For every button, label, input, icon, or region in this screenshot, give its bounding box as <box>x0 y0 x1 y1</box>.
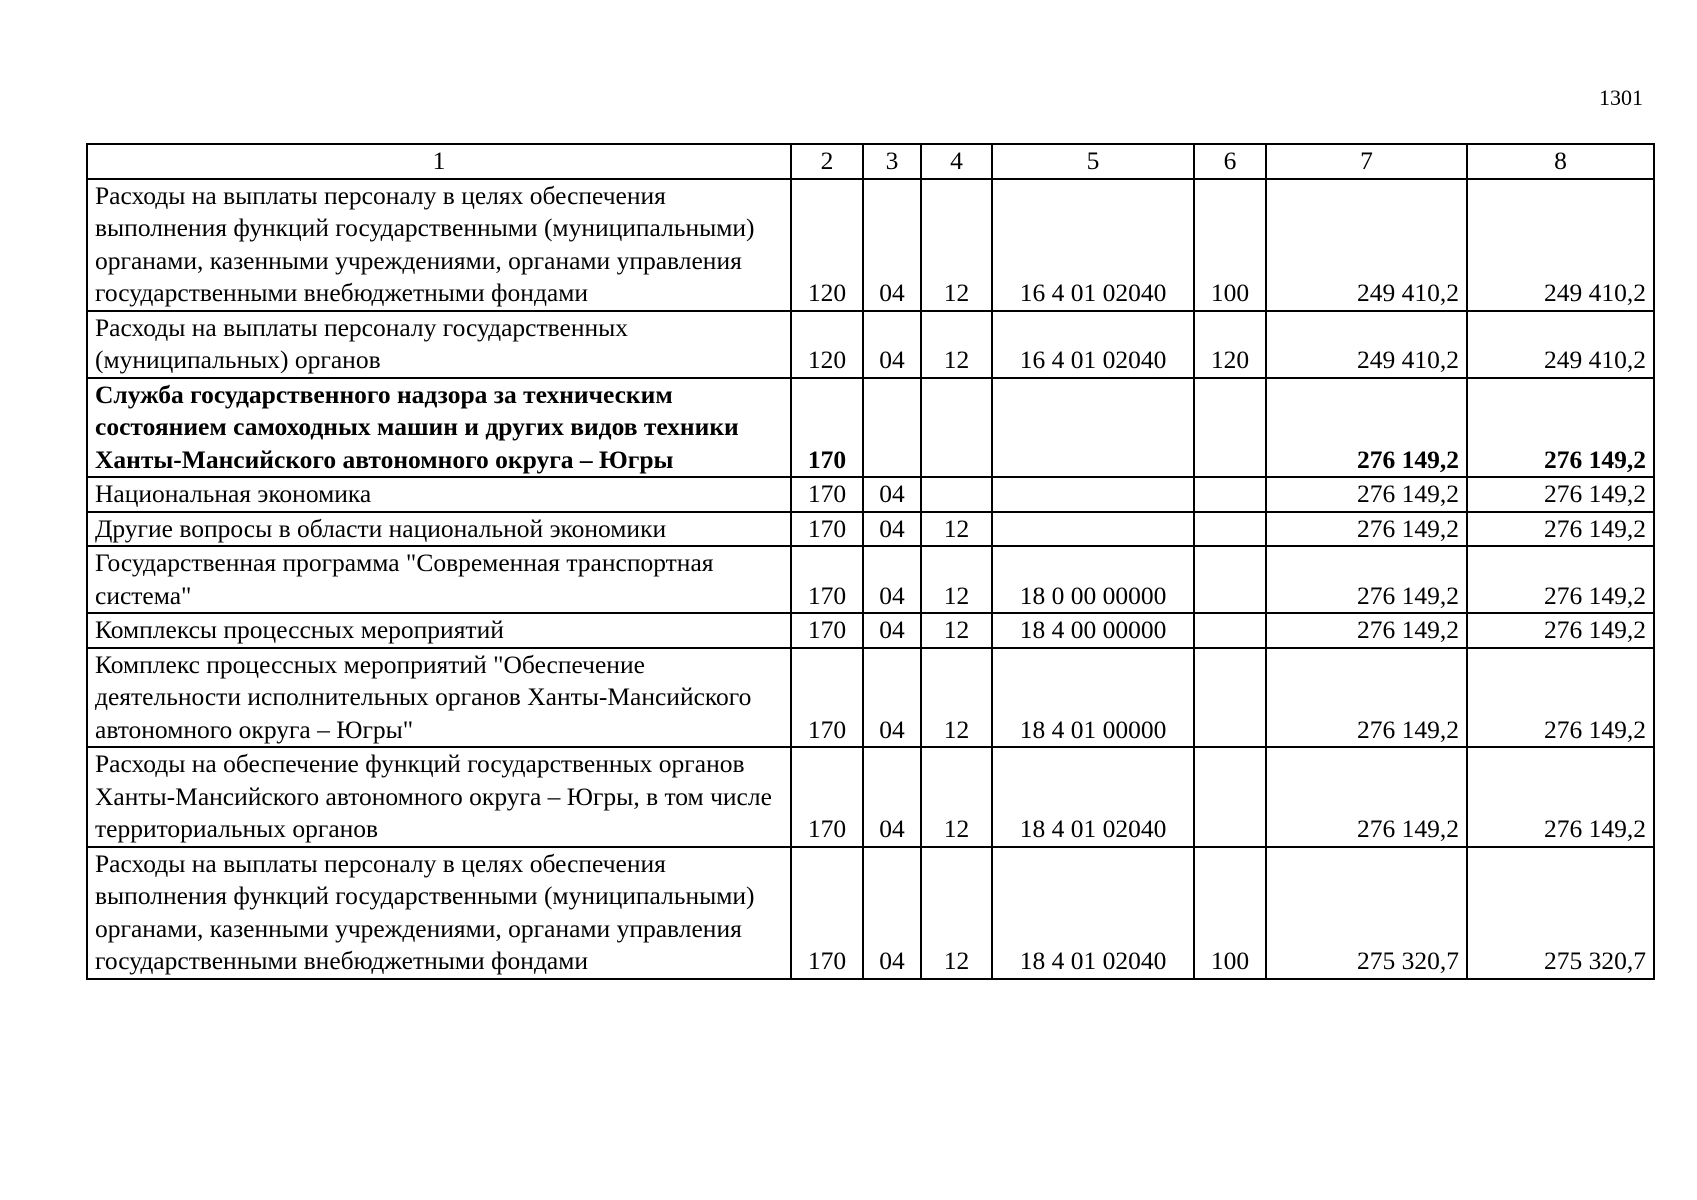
cell-subsection: 12 <box>921 311 992 378</box>
table-row <box>87 179 1654 311</box>
table-row <box>87 613 1654 648</box>
cell-expense-type <box>1194 477 1266 512</box>
cell-amount-7: 276 149,2 <box>1266 648 1467 748</box>
table-row <box>87 477 1654 512</box>
cell-target-item: 16 4 01 02040 <box>992 311 1194 378</box>
cell-code-admin: 170 <box>791 847 863 979</box>
row-name: Расходы на выплаты персоналу в целях обеспечения выполнения функций государственными (муниципальными) органами, казенными учреждениями, органами управления государственными внебюджетными фондами <box>87 847 791 979</box>
cell-expense-type: 100 <box>1194 179 1266 311</box>
cell-subsection: 12 <box>921 613 992 648</box>
cell-code-admin: 170 <box>791 747 863 847</box>
cell-amount-8: 276 149,2 <box>1467 613 1654 648</box>
cell-expense-type <box>1194 613 1266 648</box>
row-name: Другие вопросы в области национальной экономики <box>87 512 791 547</box>
cell-subsection: 12 <box>921 546 992 613</box>
header-cell: 3 <box>863 144 921 179</box>
cell-code-admin: 170 <box>791 613 863 648</box>
cell-code-admin: 170 <box>791 648 863 748</box>
cell-amount-7: 276 149,2 <box>1266 378 1467 478</box>
row-name: Национальная экономика <box>87 477 791 512</box>
row-name: Государственная программа "Современная транспортная система" <box>87 546 791 613</box>
table-row <box>87 847 1654 979</box>
cell-expense-type: 100 <box>1194 847 1266 979</box>
cell-amount-7: 276 149,2 <box>1266 613 1467 648</box>
cell-expense-type: 120 <box>1194 311 1266 378</box>
row-name: Расходы на выплаты персоналу государственных (муниципальных) органов <box>87 311 791 378</box>
cell-subsection <box>921 477 992 512</box>
cell-amount-7: 276 149,2 <box>1266 747 1467 847</box>
cell-section: 04 <box>863 311 921 378</box>
cell-code-admin: 120 <box>791 311 863 378</box>
cell-amount-7: 249 410,2 <box>1266 179 1467 311</box>
table-row-agency <box>87 378 1654 478</box>
cell-amount-8: 249 410,2 <box>1467 179 1654 311</box>
cell-target-item: 18 4 00 00000 <box>992 613 1194 648</box>
cell-amount-7: 276 149,2 <box>1266 512 1467 547</box>
header-cell: 5 <box>992 144 1194 179</box>
table-row <box>87 747 1654 847</box>
table-row <box>87 648 1654 748</box>
header-cell: 6 <box>1194 144 1266 179</box>
cell-amount-7: 276 149,2 <box>1266 477 1467 512</box>
cell-section: 04 <box>863 613 921 648</box>
cell-section: 04 <box>863 179 921 311</box>
cell-code-admin: 170 <box>791 546 863 613</box>
cell-target-item: 18 0 00 00000 <box>992 546 1194 613</box>
cell-amount-8: 276 149,2 <box>1467 648 1654 748</box>
cell-amount-8: 275 320,7 <box>1467 847 1654 979</box>
page-number: 1301 <box>1599 85 1643 110</box>
header-cell: 8 <box>1467 144 1654 179</box>
cell-expense-type <box>1194 747 1266 847</box>
cell-code-admin: 120 <box>791 179 863 311</box>
row-name: Служба государственного надзора за техническим состоянием самоходных машин и других видов техники Ханты-Мансийского автономного округа – Югры <box>87 378 791 478</box>
row-name: Комплекс процессных мероприятий "Обеспечение деятельности исполнительных органов Ханты-Мансийского автономного округа – Югры" <box>87 648 791 748</box>
cell-code-admin: 170 <box>791 512 863 547</box>
cell-section: 04 <box>863 546 921 613</box>
cell-subsection: 12 <box>921 179 992 311</box>
cell-amount-7: 249 410,2 <box>1266 311 1467 378</box>
cell-target-item <box>992 378 1194 478</box>
row-name: Комплексы процессных мероприятий <box>87 613 791 648</box>
header-cell: 1 <box>87 144 791 179</box>
header-cell: 4 <box>921 144 992 179</box>
cell-section: 04 <box>863 747 921 847</box>
header-cell: 7 <box>1266 144 1467 179</box>
cell-subsection: 12 <box>921 847 992 979</box>
cell-expense-type <box>1194 512 1266 547</box>
header-cell: 2 <box>791 144 863 179</box>
cell-amount-8: 276 149,2 <box>1467 546 1654 613</box>
cell-target-item: 18 4 01 02040 <box>992 747 1194 847</box>
cell-amount-7: 276 149,2 <box>1266 546 1467 613</box>
cell-section: 04 <box>863 648 921 748</box>
cell-subsection: 12 <box>921 747 992 847</box>
cell-expense-type <box>1194 378 1266 478</box>
cell-target-item <box>992 477 1194 512</box>
cell-amount-7: 275 320,7 <box>1266 847 1467 979</box>
cell-section: 04 <box>863 847 921 979</box>
table-row <box>87 512 1654 547</box>
table-row <box>87 311 1654 378</box>
cell-amount-8: 249 410,2 <box>1467 311 1654 378</box>
cell-target-item: 16 4 01 02040 <box>992 179 1194 311</box>
cell-target-item: 18 4 01 00000 <box>992 648 1194 748</box>
cell-subsection: 12 <box>921 512 992 547</box>
row-name: Расходы на обеспечение функций государственных органов Ханты-Мансийского автономного округа – Югры, в том числе территориальных органов <box>87 747 791 847</box>
table-header-row <box>87 144 1654 179</box>
cell-target-item <box>992 512 1194 547</box>
budget-table <box>86 143 1655 980</box>
cell-amount-8: 276 149,2 <box>1467 477 1654 512</box>
cell-section: 04 <box>863 477 921 512</box>
cell-expense-type <box>1194 648 1266 748</box>
cell-expense-type <box>1194 546 1266 613</box>
cell-code-admin: 170 <box>791 477 863 512</box>
cell-amount-8: 276 149,2 <box>1467 512 1654 547</box>
cell-subsection <box>921 378 992 478</box>
cell-subsection: 12 <box>921 648 992 748</box>
cell-amount-8: 276 149,2 <box>1467 378 1654 478</box>
cell-section: 04 <box>863 512 921 547</box>
cell-amount-8: 276 149,2 <box>1467 747 1654 847</box>
cell-code-admin: 170 <box>791 378 863 478</box>
table-row <box>87 546 1654 613</box>
cell-section <box>863 378 921 478</box>
row-name: Расходы на выплаты персоналу в целях обеспечения выполнения функций государственными (муниципальными) органами, казенными учреждениями, органами управления государственными внебюджетными фондами <box>87 179 791 311</box>
cell-target-item: 18 4 01 02040 <box>992 847 1194 979</box>
